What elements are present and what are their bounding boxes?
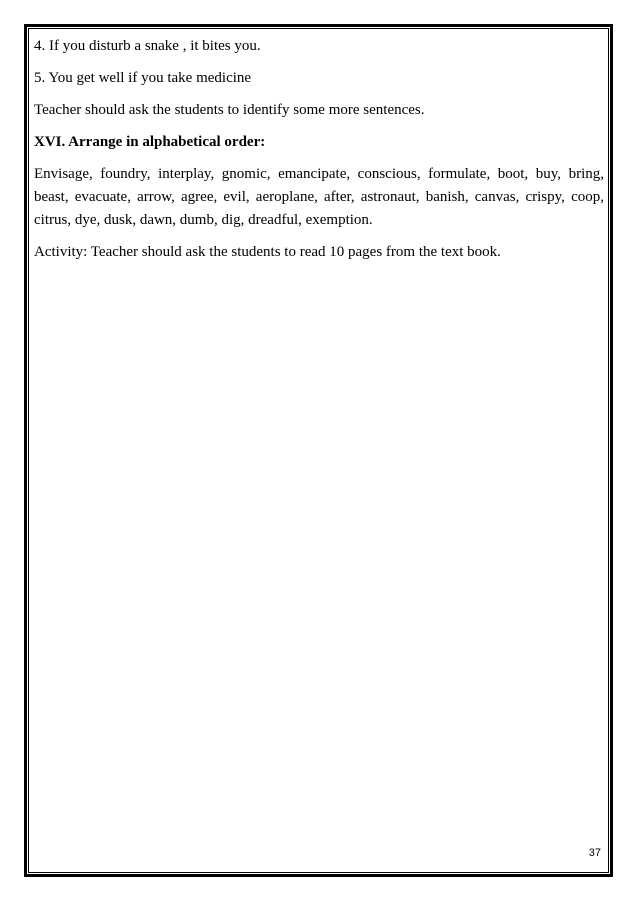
word-list: Envisage, foundry, interplay, gnomic, emancipate, conscious, formulate, boot, buy, bring, beast, evacuate, arrow, agree, evil, aeroplane, after, astronaut, banish, canvas, crispy, coop, citrus, dye, dusk, dawn, dumb, dig, dreadful, exemption. (34, 166, 604, 228)
activity-text: Activity: Teacher should ask the students to read 10 pages from the text book. (34, 244, 501, 260)
page-content (34, 35, 604, 273)
page-number: 37 (588, 847, 601, 859)
teacher-instruction: Teacher should ask the students to identify some more sentences. (34, 102, 425, 118)
sentence-4: 4. If you disturb a snake , it bites you. (34, 38, 261, 54)
sentence-5: 5. You get well if you take medicine (34, 70, 252, 86)
section-heading: XVI. Arrange in alphabetical order: (34, 134, 266, 150)
